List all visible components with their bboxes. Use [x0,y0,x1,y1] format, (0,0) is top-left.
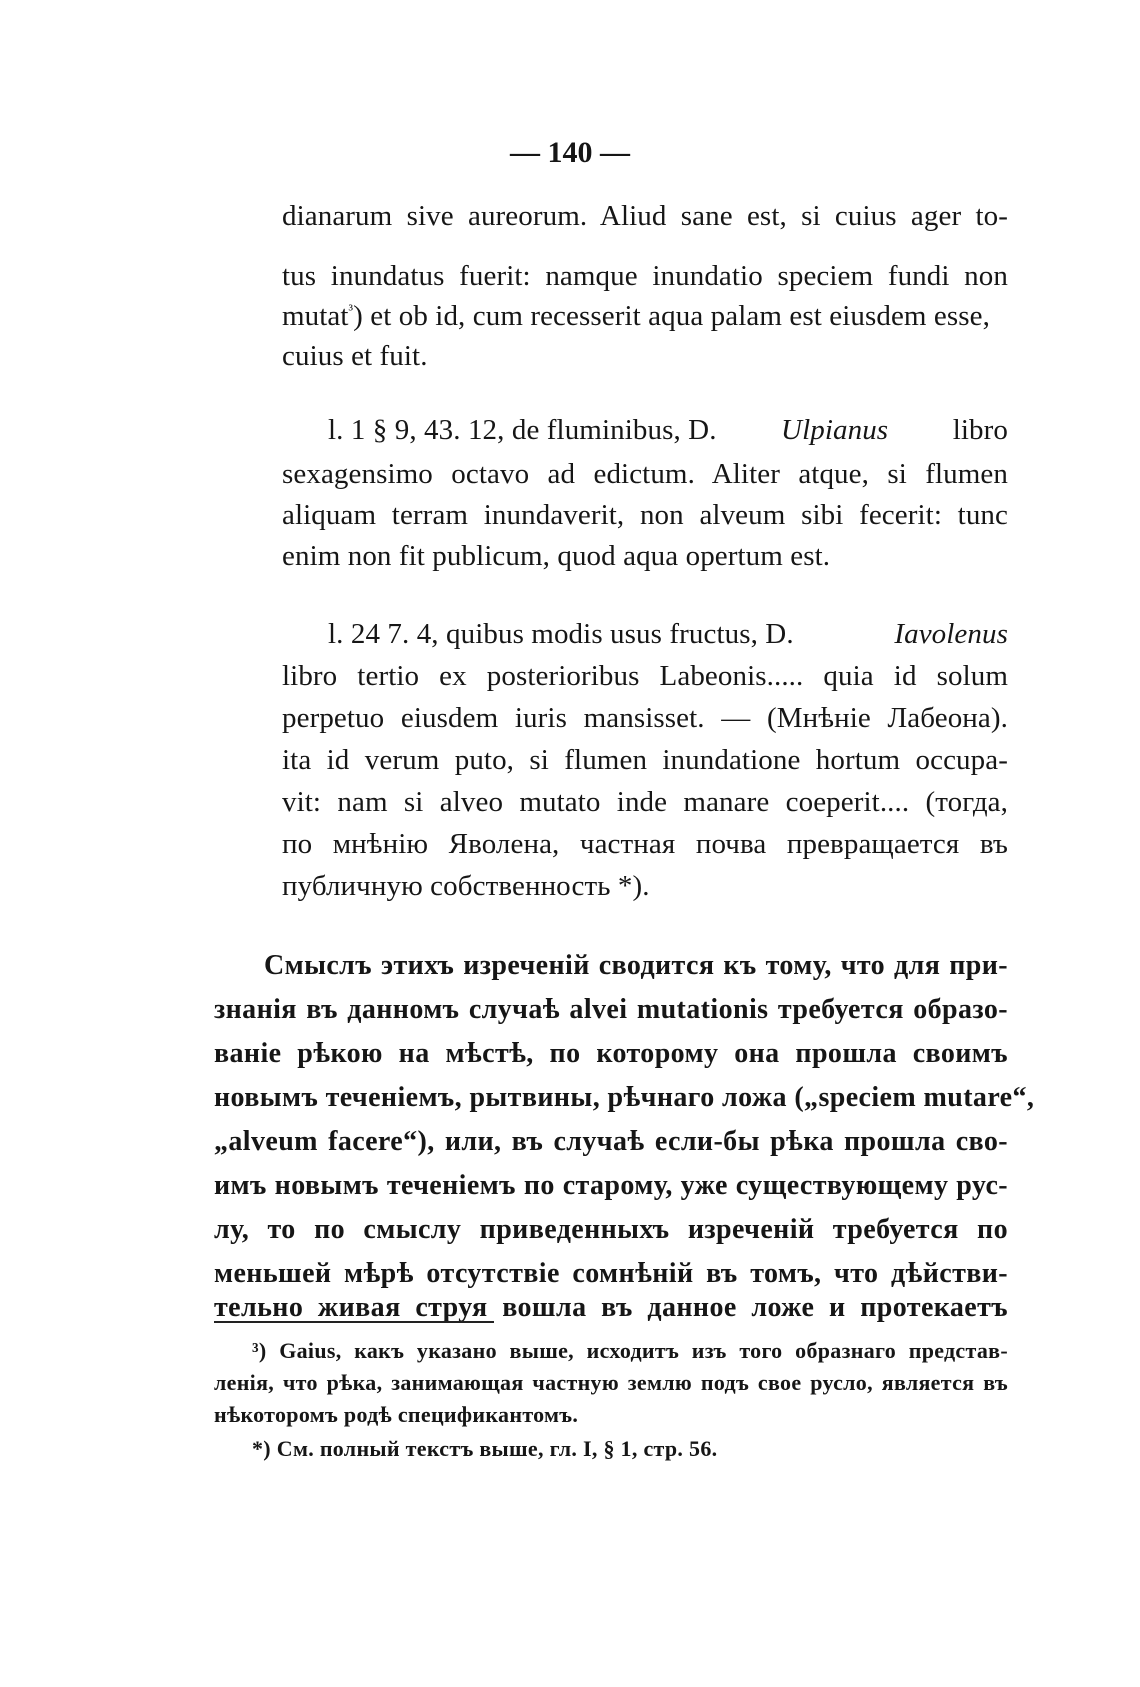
text-line: публичную собственность *). [282,870,650,902]
text-line: нѣкоторомъ родѣ спецификантомъ. [214,1402,579,1427]
footnote-divider [214,1321,494,1323]
page-number: — 140 — [510,136,630,169]
text-fragment: mutat [282,300,349,332]
text-line: aliquam terram inundaverit, non alveum sibi fecerit: tunc [282,499,1008,531]
author-name: Iavolenus [894,618,1008,650]
text-fragment: libro [952,414,1008,446]
text-line: enim non fit publicum, quod aqua opertum est. [282,540,831,572]
footnote-marker: *) [252,1436,271,1461]
text-fragment: ) et ob id, cum recesserit aqua palam est eiusdem esse, [353,300,990,332]
text-line: cuius et fuit. [282,340,428,372]
text-line [328,614,1008,654]
text-line: лу, то по смыслу приведенныхъ изреченій требуется по [214,1214,1008,1245]
text-line: perpetuo eiusdem iuris mansisset. — (Мнѣніе Лабеона). [282,702,1008,734]
text-line: libro tertio ex posterioribus Labeonis..... quia id solum [282,660,1008,692]
text-line: новымъ теченіемъ, рытвины, рѣчнаго ложа („speciem mutare“, [214,1082,1035,1113]
text-line: имъ новымъ теченіемъ по старому, уже существующему рус- [214,1170,1008,1201]
text-line: меньшей мѣрѣ отсутствіе сомнѣній въ томъ, что дѣйстви- [214,1258,1008,1289]
text-line: Смыслъ этихъ изреченій сводится къ тому, что для при- [264,950,1008,981]
author-name: Ulpianus [781,414,889,446]
text-line: ita id verum puto, si flumen inundatione hortum occupa- [282,744,1008,776]
text-line: тельно живая струя вошла въ данное ложе и протекаетъ [214,1292,1008,1323]
text-line [328,410,1008,450]
text-line: dianarum sive aureorum. Aliud sane est, si cuius ager to- [282,200,1008,232]
text-fragment: Gaius, какъ указано выше, исходитъ изъ того образнаго представ- [279,1338,1008,1363]
footnote-ref-3[interactable]: ³ [348,302,354,319]
text-line: vit: nam si alveo mutato inde manare coeperit.... (тогда, [282,786,1008,818]
text-line: ленія, что рѣка, занимающая частную землю подъ свое русло, является въ [214,1370,1008,1395]
footnote-marker: ³) [252,1338,267,1363]
text-line: по мнѣнію Яволена, частная почва превращается въ [282,828,1008,860]
text-line: „alveum facere“), или, въ случаѣ если-бы рѣка прошла сво- [214,1126,1008,1157]
text-line: sexagensimo octavo ad edictum. Aliter atque, si flumen [282,458,1008,490]
text-fragment: l. 24 7. 4, quibus modis usus fructus, D. [328,618,794,650]
footnote-3 [252,1336,1008,1366]
text-line: знанія въ данномъ случаѣ alvei mutationis требуется образо- [214,994,1008,1025]
text-fragment: l. 1 § 9, 43. 12, de fluminibus, D. [328,414,717,446]
text-line: ваніе рѣкою на мѣстѣ, по которому она прошла своимъ [214,1038,1008,1069]
text-line: tus inundatus fuerit: namque inundatio speciem fundi non [282,260,1008,292]
footnote-star [252,1434,717,1464]
text-fragment: См. полный текстъ выше, гл. I, § 1, стр. 56. [276,1436,718,1461]
text-line [282,296,1008,336]
